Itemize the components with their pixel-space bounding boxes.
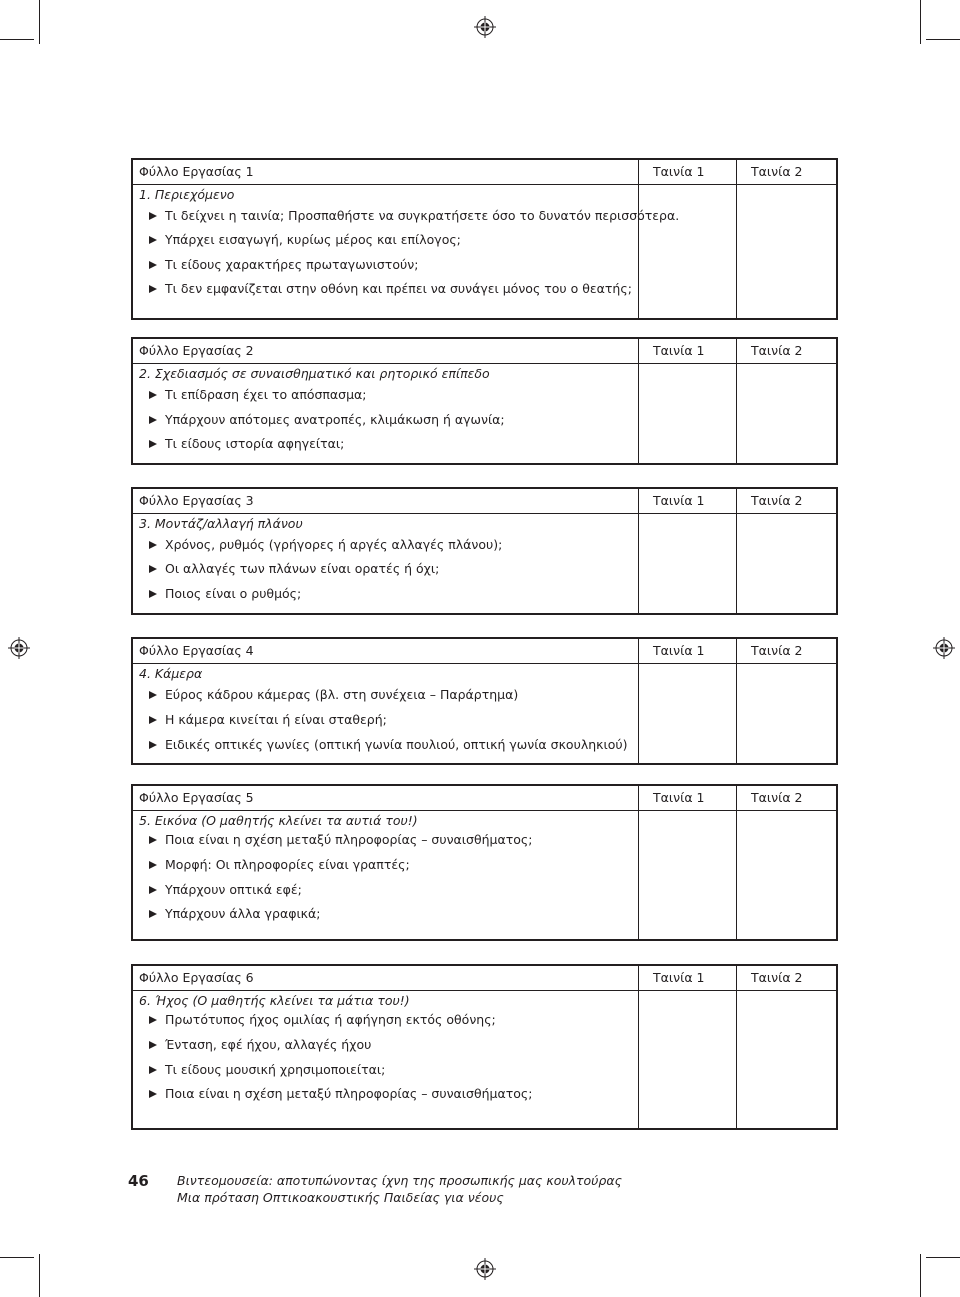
question-text: Εύρος κάδρου κάμερας (βλ. στη συνέχεια – Παράρτημα)	[165, 687, 519, 702]
triangle-bullet-icon	[149, 1041, 157, 1049]
question-text: Οι αλλαγές των πλάνων είναι ορατές ή όχι;	[165, 561, 440, 576]
worksheet-header	[133, 966, 836, 991]
question-text: Υπάρχουν απότομες ανατροπές, κλιμάκωση ή αγωνία;	[165, 412, 505, 427]
list-item	[149, 434, 344, 454]
list-item	[149, 1010, 496, 1030]
registration-mark-icon	[8, 637, 30, 659]
film-1-column-header: Ταινία 1	[639, 639, 737, 663]
question-text: Υπάρχουν άλλα γραφικά;	[165, 906, 321, 921]
worksheet-header	[133, 786, 836, 811]
question-text: Ποιος είναι ο ρυθμός;	[165, 586, 302, 601]
film-1-answer-cell[interactable]	[639, 990, 737, 1128]
crop-mark	[0, 39, 34, 40]
footer-line-1: Βιντεομουσεία: αποτυπώνοντας ίχνη της προσωπικής μας κουλτούρας	[177, 1173, 622, 1188]
worksheet-body	[133, 990, 836, 1128]
film-2-column-header: Ταινία 2	[751, 164, 803, 179]
triangle-bullet-icon	[149, 910, 157, 918]
list-item	[149, 279, 632, 299]
section-heading: 4. Κάμερα	[139, 666, 203, 681]
registration-mark-icon	[474, 1258, 496, 1280]
question-text: Τι είδους χαρακτήρες πρωταγωνιστούν;	[165, 257, 419, 272]
triangle-bullet-icon	[149, 261, 157, 269]
triangle-bullet-icon	[149, 212, 157, 220]
question-text: Τι είδους ιστορία αφηγείται;	[165, 436, 345, 451]
film-2-column-header: Ταινία 2	[751, 493, 803, 508]
questions-cell	[133, 663, 639, 763]
list-item	[149, 855, 410, 875]
list-item	[149, 385, 367, 405]
triangle-bullet-icon	[149, 691, 157, 699]
triangle-bullet-icon	[149, 741, 157, 749]
film-2-column-header: Ταινία 2	[751, 790, 803, 805]
triangle-bullet-icon	[149, 285, 157, 293]
worksheet-header	[133, 489, 836, 514]
triangle-bullet-icon	[149, 590, 157, 598]
list-item	[149, 1084, 532, 1104]
list-item	[149, 559, 439, 579]
crop-mark	[920, 1254, 921, 1297]
running-footer	[177, 1172, 622, 1206]
list-item	[149, 880, 302, 900]
film-1-column-header: Ταινία 1	[639, 966, 737, 990]
registration-mark-icon	[933, 637, 955, 659]
list-item	[149, 710, 387, 730]
film-1-answer-cell[interactable]	[639, 184, 737, 318]
questions-cell	[133, 513, 639, 613]
crop-mark	[0, 1257, 34, 1258]
worksheet-title: Φύλλο Εργασίας 3	[133, 489, 639, 513]
list-item	[149, 1035, 371, 1055]
list-item	[149, 1060, 385, 1080]
question-text: Η κάμερα κινείται ή είναι σταθερή;	[165, 712, 387, 727]
triangle-bullet-icon	[149, 440, 157, 448]
film-1-column-header: Ταινία 1	[639, 489, 737, 513]
worksheet-3	[131, 487, 838, 615]
film-1-answer-cell[interactable]	[639, 363, 737, 463]
question-text: Χρόνος, ρυθμός (γρήγορες ή αργές αλλαγές πλάνου);	[165, 537, 503, 552]
worksheet-title: Φύλλο Εργασίας 6	[133, 966, 639, 990]
question-text: Τι επίδραση έχει το απόσπασμα;	[165, 387, 367, 402]
question-text: Πρωτότυπος ήχος ομιλίας ή αφήγηση εκτός οθόνης;	[165, 1012, 496, 1027]
triangle-bullet-icon	[149, 1066, 157, 1074]
list-item	[149, 830, 532, 850]
worksheet-4	[131, 637, 838, 765]
film-1-answer-cell[interactable]	[639, 810, 737, 939]
worksheet-5	[131, 784, 838, 941]
film-2-answer-cell[interactable]	[737, 663, 835, 763]
triangle-bullet-icon	[149, 1016, 157, 1024]
crop-mark	[39, 0, 40, 44]
question-text: Υπάρχει εισαγωγή, κυρίως μέρος και επίλογος;	[165, 232, 461, 247]
list-item	[149, 206, 679, 226]
worksheet-body	[133, 184, 836, 318]
film-1-answer-cell[interactable]	[639, 663, 737, 763]
worksheet-6	[131, 964, 838, 1130]
film-1-column-header: Ταινία 1	[639, 786, 737, 810]
film-2-answer-cell[interactable]	[737, 810, 835, 939]
film-2-column-header: Ταινία 2	[751, 343, 803, 358]
crop-mark	[926, 1257, 960, 1258]
worksheet-1	[131, 158, 838, 320]
crop-mark	[920, 0, 921, 44]
film-1-column-header: Ταινία 1	[639, 339, 737, 363]
worksheet-title: Φύλλο Εργασίας 5	[133, 786, 639, 810]
question-text: Μορφή: Οι πληροφορίες είναι γραπτές;	[165, 857, 410, 872]
triangle-bullet-icon	[149, 886, 157, 894]
question-text: Ποια είναι η σχέση μεταξύ πληροφορίας – συναισθήματος;	[165, 1086, 533, 1101]
list-item	[149, 535, 502, 555]
triangle-bullet-icon	[149, 236, 157, 244]
question-text: Τι δεν εμφανίζεται στην οθόνη και πρέπει να συνάγει μόνος του ο θεατής;	[165, 281, 632, 296]
film-1-column-header: Ταινία 1	[639, 160, 737, 184]
film-2-answer-cell[interactable]	[737, 363, 835, 463]
list-item	[149, 230, 461, 250]
questions-cell	[133, 363, 639, 463]
list-item	[149, 735, 628, 755]
worksheet-body	[133, 663, 836, 763]
worksheet-header	[133, 160, 836, 185]
questions-cell	[133, 810, 639, 939]
section-heading: 5. Εικόνα (Ο μαθητής κλείνει τα αυτιά του!)	[139, 813, 418, 828]
film-2-answer-cell[interactable]	[737, 513, 835, 613]
question-text: Ειδικές οπτικές γωνίες (οπτική γωνία πουλιού, οπτική γωνία σκουληκιού)	[165, 737, 628, 752]
worksheet-title: Φύλλο Εργασίας 2	[133, 339, 639, 363]
film-1-answer-cell[interactable]	[639, 513, 737, 613]
question-text: Τι δείχνει η ταινία; Προσπαθήστε να συγκρατήσετε όσο το δυνατόν περισσότερα.	[165, 208, 680, 223]
film-2-answer-cell[interactable]	[737, 990, 835, 1128]
list-item	[149, 904, 321, 924]
triangle-bullet-icon	[149, 416, 157, 424]
worksheet-body	[133, 810, 836, 939]
list-item	[149, 410, 505, 430]
list-item	[149, 255, 418, 275]
list-item	[149, 584, 301, 604]
section-heading: 2. Σχεδιασμός σε συναισθηματικό και ρητορικό επίπεδο	[139, 366, 490, 381]
question-text: Τι είδους μουσική χρησιμοποιείται;	[165, 1062, 386, 1077]
triangle-bullet-icon	[149, 861, 157, 869]
questions-cell	[133, 990, 639, 1128]
worksheet-title: Φύλλο Εργασίας 4	[133, 639, 639, 663]
worksheet-title: Φύλλο Εργασίας 1	[133, 160, 639, 184]
questions-cell	[133, 184, 680, 318]
film-2-column-header: Ταινία 2	[751, 643, 803, 658]
section-heading: 1. Περιεχόμενο	[139, 187, 235, 202]
question-text: Ποια είναι η σχέση μεταξύ πληροφορίας – συναισθήματος;	[165, 832, 533, 847]
crop-mark	[39, 1254, 40, 1297]
section-heading: 6. Ήχος (Ο μαθητής κλείνει τα μάτια του!)	[139, 993, 410, 1008]
worksheet-body	[133, 363, 836, 463]
triangle-bullet-icon	[149, 1090, 157, 1098]
list-item	[149, 685, 518, 705]
triangle-bullet-icon	[149, 391, 157, 399]
page-number: 46	[128, 1172, 149, 1190]
footer-line-2: Μια πρόταση Οπτικοακουστικής Παιδείας για νέους	[177, 1190, 504, 1205]
film-2-answer-cell[interactable]	[737, 184, 835, 318]
worksheet-2	[131, 337, 838, 465]
film-2-column-header: Ταινία 2	[751, 970, 803, 985]
crop-mark	[926, 39, 960, 40]
worksheet-header	[133, 639, 836, 664]
triangle-bullet-icon	[149, 541, 157, 549]
triangle-bullet-icon	[149, 716, 157, 724]
worksheet-header	[133, 339, 836, 364]
question-text: Ένταση, εφέ ήχου, αλλαγές ήχου	[165, 1037, 372, 1052]
question-text: Υπάρχουν οπτικά εφέ;	[165, 882, 302, 897]
worksheet-body	[133, 513, 836, 613]
registration-mark-icon	[474, 16, 496, 38]
section-heading: 3. Μοντάζ/αλλαγή πλάνου	[139, 516, 303, 531]
triangle-bullet-icon	[149, 836, 157, 844]
triangle-bullet-icon	[149, 565, 157, 573]
